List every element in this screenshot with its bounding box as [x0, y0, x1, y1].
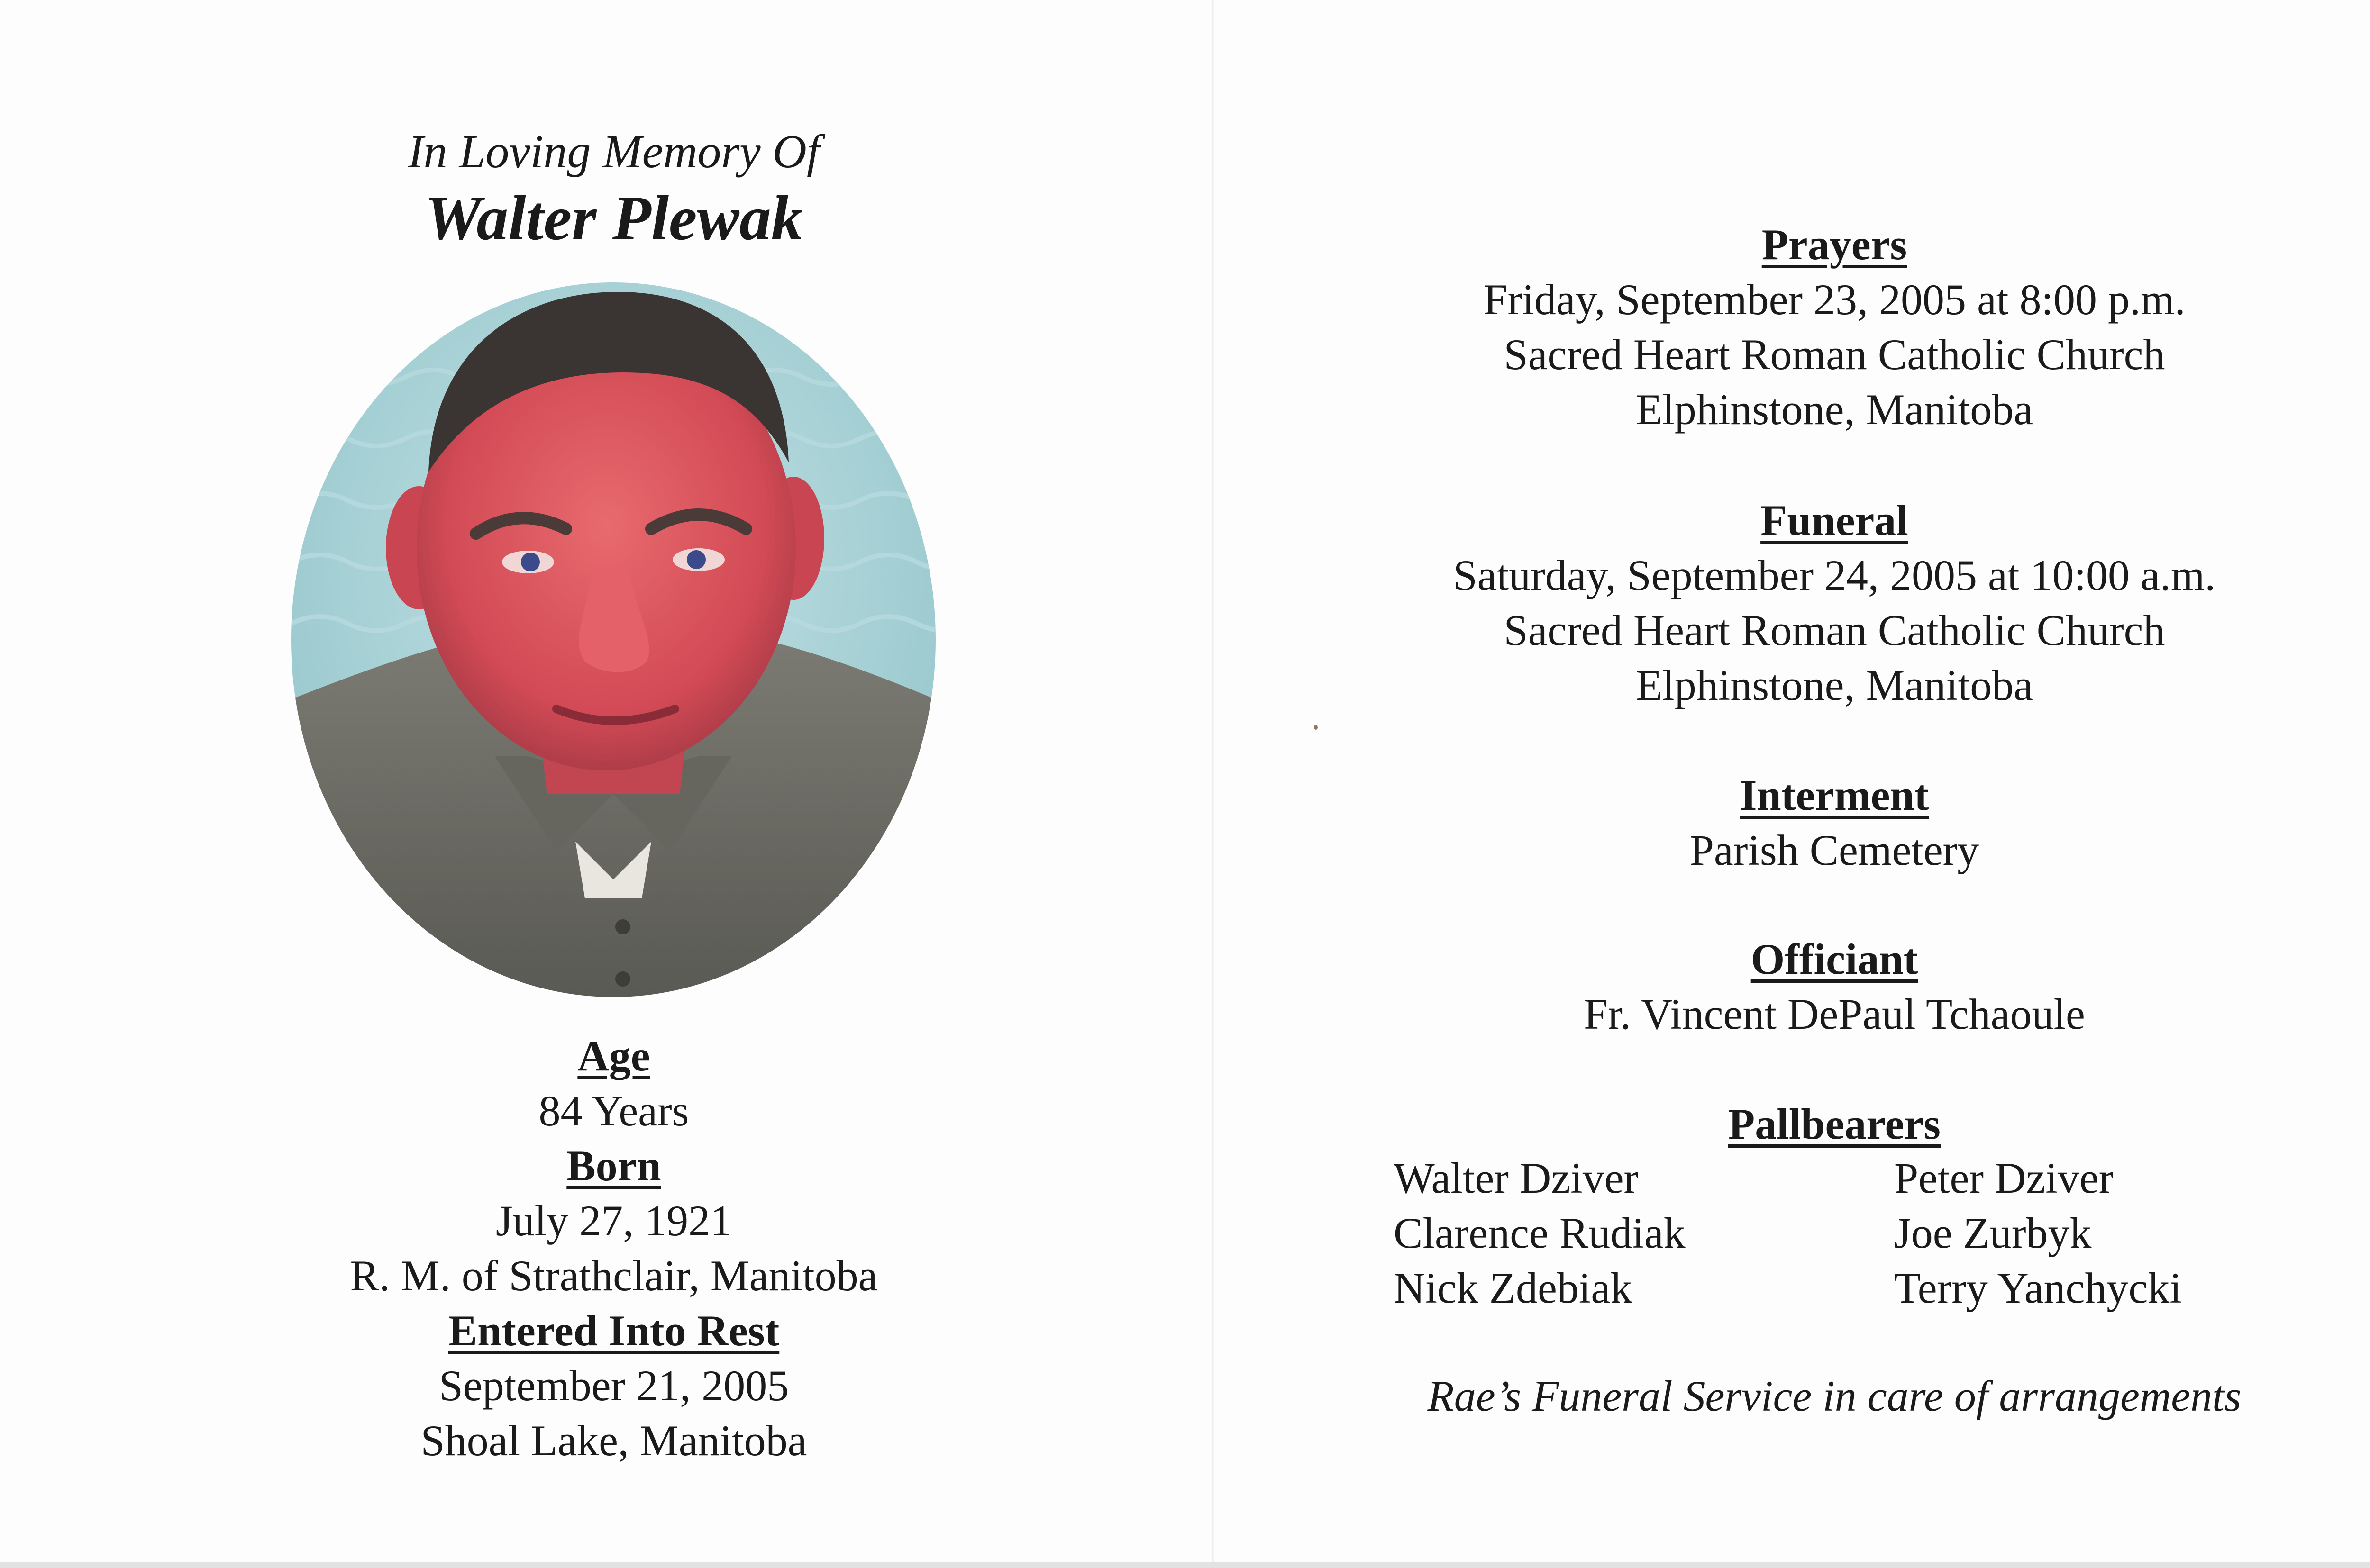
- deceased-name: Walter Plewak: [425, 183, 803, 253]
- age-heading: Age: [577, 1032, 650, 1080]
- pallbearers-column-2: [1894, 1151, 2182, 1315]
- arrangements-note: Rae’s Funeral Service in care of arrangements: [1427, 1372, 2242, 1420]
- interment-section: [1228, 768, 2370, 878]
- pallbearers-heading: Pallbearers: [1728, 1100, 1941, 1148]
- funeral-heading: Funeral: [1760, 496, 1908, 544]
- portrait-photo: [291, 282, 936, 997]
- prayers-location: Elphinstone, Manitoba: [1635, 385, 2033, 434]
- rest-place: Shoal Lake, Manitoba: [420, 1416, 807, 1465]
- born-date: July 27, 1921: [495, 1196, 732, 1245]
- prayers-datetime: Friday, September 23, 2005 at 8:00 p.m.: [1483, 275, 2186, 324]
- funeral-location: Elphinstone, Manitoba: [1635, 661, 2033, 709]
- prayers-section: [1228, 217, 2370, 437]
- age-value: 84 Years: [538, 1087, 689, 1135]
- born-heading: Born: [566, 1142, 661, 1190]
- officiant-section: [1228, 932, 2370, 1042]
- interment-heading: Interment: [1740, 771, 1929, 819]
- funeral-datetime: Saturday, September 24, 2005 at 10:00 a.m.: [1453, 551, 2216, 599]
- officiant-name: Fr. Vincent DePaul Tchaoule: [1584, 990, 2085, 1038]
- pallbearers-column-1: [1394, 1151, 1686, 1315]
- pallbearers-section: [1228, 1097, 2370, 1151]
- pallbearer-name: Terry Yanchycki: [1894, 1264, 2182, 1312]
- officiant-heading: Officiant: [1750, 935, 1918, 983]
- interment-place: Parish Cemetery: [1689, 826, 1979, 874]
- born-place: R. M. of Strathclair, Manitoba: [350, 1251, 878, 1300]
- funeral-section: [1228, 493, 2370, 713]
- prayers-heading: Prayers: [1761, 220, 1907, 269]
- pallbearer-name: Clarence Rudiak: [1394, 1209, 1686, 1257]
- pallbearer-name: Joe Zurbyk: [1894, 1209, 2092, 1257]
- rest-heading: Entered Into Rest: [448, 1306, 780, 1355]
- funeral-church: Sacred Heart Roman Catholic Church: [1504, 606, 2165, 654]
- paper-speck: [1314, 725, 1318, 730]
- memory-intro: In Loving Memory Of: [408, 125, 820, 178]
- pallbearer-name: Walter Dziver: [1394, 1154, 1639, 1202]
- life-details: [0, 1028, 1228, 1468]
- pallbearer-name: Peter Dziver: [1894, 1154, 2114, 1202]
- pallbearer-name: Nick Zdebiak: [1394, 1264, 1632, 1312]
- rest-date: September 21, 2005: [438, 1361, 789, 1410]
- prayers-church: Sacred Heart Roman Catholic Church: [1504, 330, 2165, 379]
